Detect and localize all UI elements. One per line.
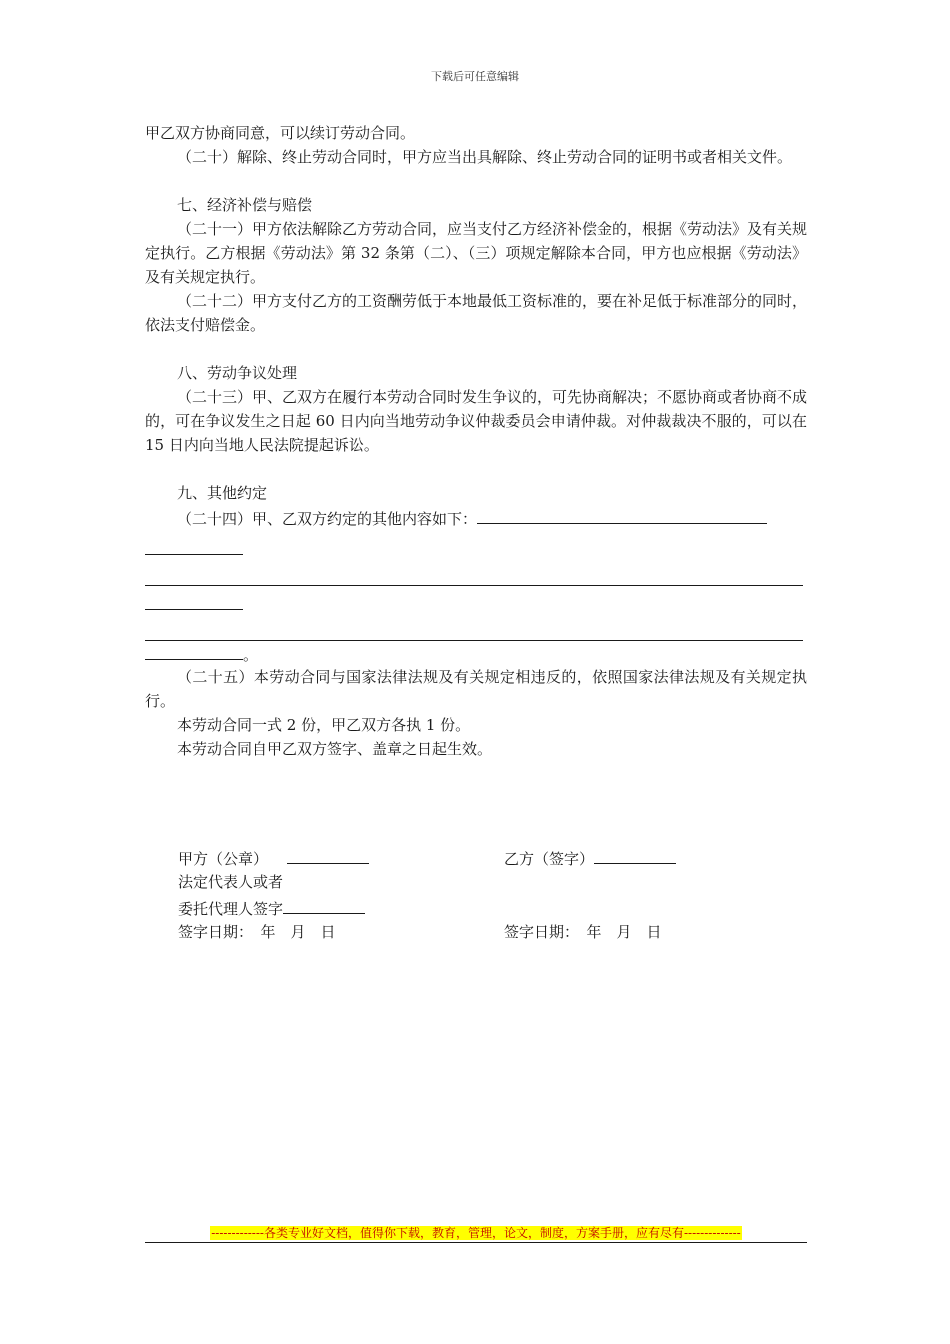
spacer [145, 169, 807, 193]
signature-row-4 [178, 920, 738, 945]
clause-22: （二十二）甲方支付乙方的工资酬劳低于本地最低工资标准的，要在补足低于标准部分的同时，依法支付赔偿金。 [145, 292, 808, 334]
blank-line [145, 617, 803, 641]
party-a-date: 签字日期： 年 月 日 [178, 923, 336, 941]
clause-24-text: （二十四）甲、乙双方约定的其他内容如下： [177, 510, 478, 528]
party-a-seal-line [287, 845, 369, 864]
page-footer [145, 1222, 807, 1241]
blank-line [145, 586, 243, 610]
signature-row-1 [178, 845, 738, 870]
footer-banner: -------------各类专业好文档，值得你下载，教育，管理，论文，制度，方案手册，应有尽有-------------- [211, 1226, 741, 1240]
signature-block [178, 845, 738, 945]
footer-rule [145, 1242, 807, 1243]
clause-23: （二十三）甲、乙双方在履行本劳动合同时发生争议的，可先协商解决；不愿协商或者协商不成的，可在争议发生之日起 60 日内向当地劳动争议仲裁委员会申请仲裁。对仲裁裁决不服的，可以在 15 日内向当地人民法院提起诉讼。 [145, 388, 808, 454]
spacer [145, 457, 807, 481]
section-9-heading: 九、其他约定 [177, 484, 268, 502]
party-a-label: 甲方（公章） [178, 850, 269, 868]
section-8-heading: 八、劳动争议处理 [177, 364, 298, 382]
clause-21: （二十一）甲方依法解除乙方劳动合同，应当支付乙方经济补偿金的，根据《劳动法》及有关规定执行。乙方根据《劳动法》第 32 条第（二）、（三）项规定解除本合同，甲方也应根据《劳动法》及有关规定执行。 [145, 220, 808, 286]
clause-25: （二十五）本劳动合同与国家法律法规及有关规定相违反的，依照国家法律法规及有关规定执行。 [145, 668, 807, 710]
clause-20: （二十）解除、终止劳动合同时，甲方应当出具解除、终止劳动合同的证明书或者相关文件。 [177, 148, 793, 166]
period: 。 [243, 646, 259, 664]
spacer [145, 337, 807, 361]
signature-row-2 [178, 870, 738, 895]
section-7-heading: 七、经济补偿与赔偿 [177, 196, 313, 214]
blank-line [477, 505, 767, 524]
blank-line [145, 562, 803, 586]
effective-clause: 本劳动合同自甲乙双方签字、盖章之日起生效。 [177, 740, 493, 758]
blank-line [145, 641, 243, 660]
party-b-signature-line [594, 845, 676, 864]
copies-clause: 本劳动合同一式 2 份，甲乙双方各执 1 份。 [177, 716, 471, 734]
representative-label-2: 委托代理人签字 [178, 900, 284, 918]
last-blank-row [145, 641, 807, 665]
paragraph-renewal: 甲乙双方协商同意，可以续订劳动合同。 [145, 124, 416, 142]
party-b-date: 签字日期： 年 月 日 [504, 923, 662, 941]
clause-24 [145, 505, 807, 531]
blank-line [145, 531, 243, 555]
page-header: 下载后可任意编辑 [431, 70, 519, 83]
party-b-column [504, 845, 676, 872]
party-b-label: 乙方（签字） [504, 850, 595, 868]
representative-label-1: 法定代表人或者 [178, 873, 284, 891]
document-body [145, 121, 807, 761]
signature-row-3 [178, 895, 738, 920]
representative-signature-line [283, 895, 365, 914]
